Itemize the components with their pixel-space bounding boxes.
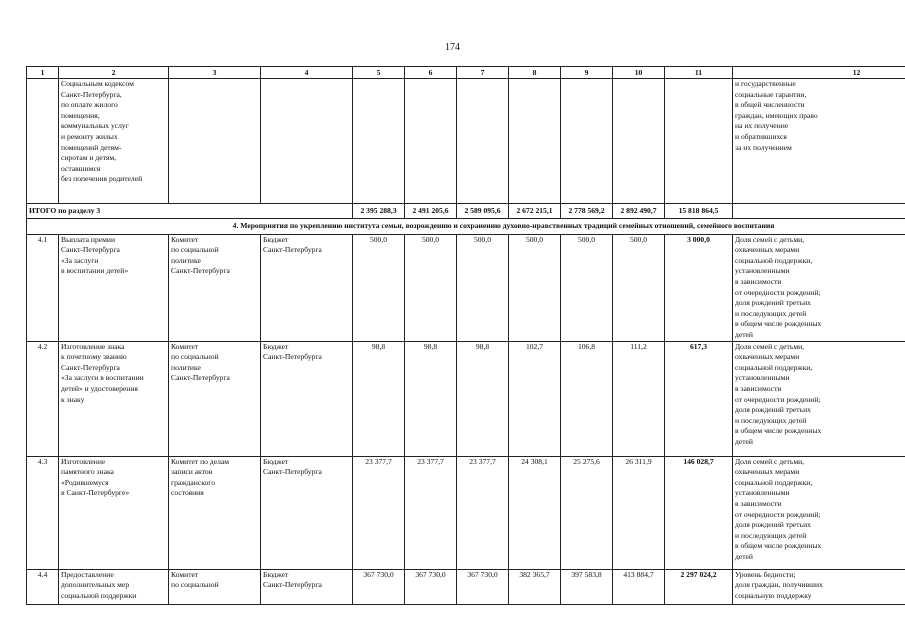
year-value: 500,0 xyxy=(405,234,457,341)
funding-source-cell: Бюджет Санкт-Петербурга xyxy=(261,569,353,604)
year-value: 500,0 xyxy=(457,234,509,341)
column-header: 8 xyxy=(509,67,561,79)
total-value: 2 778 569,2 xyxy=(561,204,613,219)
indicator-cell: Доля семей с детьми, охваченных мерами социальной поддержки, установленными в зависимости от очередности рождений; доля рождений третьих и последующих детей в общем числе рожденных детей xyxy=(733,341,905,456)
indicator-cell: Доля семей с детьми, охваченных мерами социальной поддержки, установленными в зависимости от очередности рождений; доля рождений третьих и последующих детей в общем числе рожденных детей xyxy=(733,456,905,569)
column-header: 11 xyxy=(665,67,733,79)
year-value: 98,8 xyxy=(405,341,457,456)
table-row xyxy=(27,341,905,456)
row-total: 3 000,0 xyxy=(665,234,733,341)
row-number: 4.2 xyxy=(27,341,59,456)
column-header: 10 xyxy=(613,67,665,79)
section-heading-row xyxy=(27,219,905,235)
description-cell: Предоставление дополнительных мер социальной поддержки xyxy=(59,569,169,604)
table-row xyxy=(27,456,905,569)
description-cell: Изготовление памятного знака «Родившемуся в Санкт-Петербурге» xyxy=(59,456,169,569)
column-header: 5 xyxy=(353,67,405,79)
column-header: 3 xyxy=(169,67,261,79)
total-value: 2 672 215,1 xyxy=(509,204,561,219)
row-total: 146 028,7 xyxy=(665,456,733,569)
column-number-row xyxy=(27,67,905,79)
year-value: 23 377,7 xyxy=(457,456,509,569)
column-header: 6 xyxy=(405,67,457,79)
column-header: 1 xyxy=(27,67,59,79)
page-number: 174 xyxy=(445,42,460,53)
year-value: 397 583,8 xyxy=(561,569,613,604)
executor-cell: Комитет по социальной политике Санкт-Петербурга xyxy=(169,234,261,341)
year-value: 500,0 xyxy=(509,234,561,341)
description-cell: Социальным кодексом Санкт-Петербурга, по оплате жилого помещения, коммунальных услуг и ремонту жилых помещений детям- сиротам и детям, оставшимся без попечения родителей xyxy=(59,79,169,204)
year-value: 23 377,7 xyxy=(353,456,405,569)
column-header: 4 xyxy=(261,67,353,79)
total-value: 2 892 490,7 xyxy=(613,204,665,219)
row-total: 2 297 024,2 xyxy=(665,569,733,604)
column-header: 2 xyxy=(59,67,169,79)
total-value: 2 491 205,6 xyxy=(405,204,457,219)
total-label: ИТОГО по разделу 3 xyxy=(27,204,353,219)
year-value: 500,0 xyxy=(353,234,405,341)
column-header: 9 xyxy=(561,67,613,79)
year-value: 367 730,0 xyxy=(457,569,509,604)
row-number: 4.3 xyxy=(27,456,59,569)
table-row xyxy=(27,569,905,604)
year-value: 382 365,7 xyxy=(509,569,561,604)
description-cell: Выплата премии Санкт-Петербурга «За заслуги в воспитании детей» xyxy=(59,234,169,341)
row-number: 4.1 xyxy=(27,234,59,341)
executor-cell: Комитет по социальной политике Санкт-Петербурга xyxy=(169,341,261,456)
executor-cell: Комитет по делам записи актов гражданского состояния xyxy=(169,456,261,569)
indicator-cell: Доля семей с детьми, охваченных мерами социальной поддержки, установленными в зависимости от очередности рождений; доля рождений третьих и последующих детей в общем числе рожденных детей xyxy=(733,234,905,341)
year-value: 500,0 xyxy=(613,234,665,341)
year-value: 367 730,0 xyxy=(353,569,405,604)
year-value: 500,0 xyxy=(561,234,613,341)
total-value: 15 818 864,5 xyxy=(665,204,733,219)
funding-source-cell: Бюджет Санкт-Петербурга xyxy=(261,234,353,341)
indicator-cell: Уровень бедности; доля граждан, получивших социальную поддержку xyxy=(733,569,905,604)
budget-table xyxy=(26,66,905,605)
year-value: 25 275,6 xyxy=(561,456,613,569)
section-total-row xyxy=(27,204,905,219)
year-value: 98,8 xyxy=(457,341,509,456)
total-value: 2 589 095,6 xyxy=(457,204,509,219)
continuation-row xyxy=(27,79,905,204)
funding-source-cell: Бюджет Санкт-Петербурга xyxy=(261,456,353,569)
year-value: 23 377,7 xyxy=(405,456,457,569)
indicator-cell: и государственные социальные гарантии, в общей численности граждан, имеющих право на их получение и обратившихся за их получением xyxy=(733,79,905,204)
year-value: 367 730,0 xyxy=(405,569,457,604)
year-value: 24 308,1 xyxy=(509,456,561,569)
row-number: 4.4 xyxy=(27,569,59,604)
column-header: 12 xyxy=(733,67,905,79)
total-value: 2 395 288,3 xyxy=(353,204,405,219)
year-value: 111,2 xyxy=(613,341,665,456)
table-row xyxy=(27,234,905,341)
year-value: 98,8 xyxy=(353,341,405,456)
description-cell: Изготовление знака к почетному званию Санкт-Петербурга «За заслуги в воспитании детей» и удостоверения к знаку xyxy=(59,341,169,456)
funding-source-cell: Бюджет Санкт-Петербурга xyxy=(261,341,353,456)
year-value: 413 884,7 xyxy=(613,569,665,604)
executor-cell: Комитет по социальной xyxy=(169,569,261,604)
year-value: 102,7 xyxy=(509,341,561,456)
section-title: 4. Мероприятия по укреплению института семьи, возрождению и сохранению духовно-нравственных традиций семейных отношений, семейного воспитания xyxy=(27,219,905,235)
year-value: 106,8 xyxy=(561,341,613,456)
column-header: 7 xyxy=(457,67,509,79)
row-total: 617,3 xyxy=(665,341,733,456)
year-value: 26 311,9 xyxy=(613,456,665,569)
